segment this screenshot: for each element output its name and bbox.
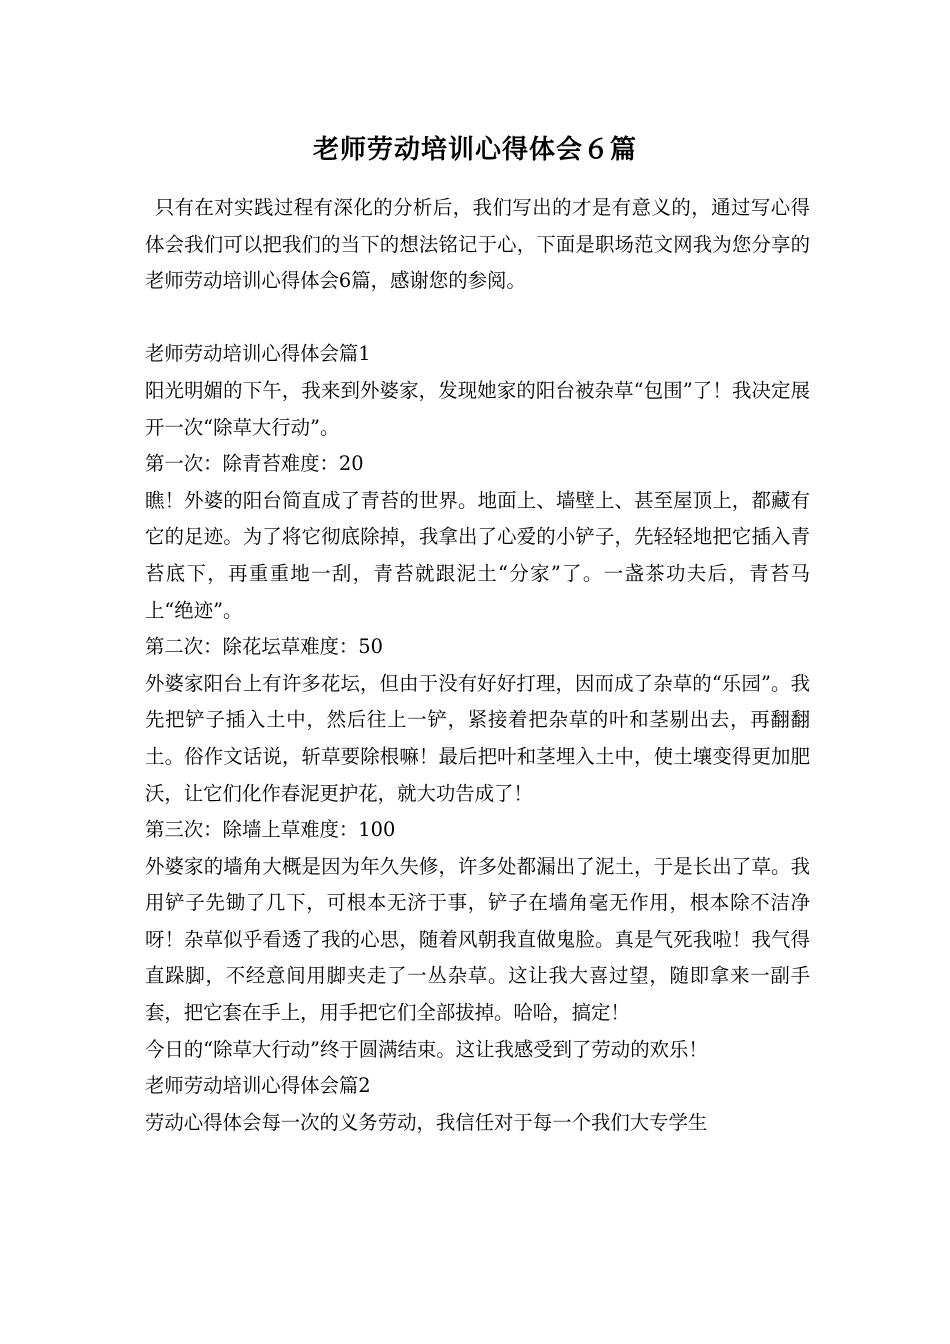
body-paragraph: 今日的“除草大行动”终于圆满结束。这让我感受到了劳动的欢乐！ bbox=[145, 1037, 708, 1061]
step-heading-3: 第三次：除墙上草难度：100 bbox=[145, 818, 396, 842]
step-heading-1: 第一次：除青苔难度：20 bbox=[145, 452, 364, 476]
paragraph-spacer bbox=[145, 300, 810, 337]
section-heading-2: 老师劳动培训心得体会篇2 bbox=[145, 1074, 371, 1098]
document-body bbox=[145, 190, 810, 1141]
step-heading-2: 第二次：除花坛草难度：50 bbox=[145, 635, 383, 659]
body-paragraph: 外婆家阳台上有许多花坛，但由于没有好好打理，因而成了杂草的“乐园”。我先把铲子插入土中，然后往上一铲，紧接着把杂草的叶和茎剔出去，再翻翻土。俗作文话说，斩草要除根嘛！最后把叶和茎埋入土中，使土壤变得更加肥沃，让它们化作春泥更护花，就大功告成了！ bbox=[145, 671, 810, 805]
body-paragraph: 劳动心得体会每一次的义务劳动，我信任对于每一个我们大专学生 bbox=[145, 1110, 708, 1134]
body-paragraph: 瞧！外婆的阳台简直成了青苔的世界。地面上、墙壁上、甚至屋顶上，都藏有它的足迹。为了将它彻底除掉，我拿出了心爱的小铲子，先轻轻地把它插入青苔底下，再重重地一刮，青苔就跟泥土“分家”了。一盏茶功夫后，青苔马上“绝迹”。 bbox=[145, 488, 810, 622]
document-title: 老师劳动培训心得体会６篇 bbox=[312, 135, 637, 165]
body-paragraph: 阳光明媚的下午，我来到外婆家，发现她家的阳台被杂草“包围”了！我决定展开一次“除草大行动”。 bbox=[145, 378, 810, 439]
body-paragraph: 外婆家的墙角大概是因为年久失修，许多处都漏出了泥土，于是长出了草。我用铲子先锄了几下，可根本无济于事，铲子在墙角毫无作用，根本除不洁净呀！杂草似乎看透了我的心思，随着风朝我直做鬼脸。真是气死我啦！我气得直跺脚，不经意间用脚夹走了一丛杂草。这让我大喜过望，随即拿来一副手套，把它套在手上，用手把它们全部拔掉。哈哈，搞定！ bbox=[145, 854, 810, 1025]
section-heading-1: 老师劳动培训心得体会篇1 bbox=[145, 342, 371, 366]
intro-paragraph: 只有在对实践过程有深化的分析后，我们写出的才是有意义的，通过写心得体会我们可以把我们的当下的想法铭记于心，下面是职场范文网我为您分享的老师劳动培训心得体会6篇，感谢您的参阅。 bbox=[145, 196, 810, 293]
